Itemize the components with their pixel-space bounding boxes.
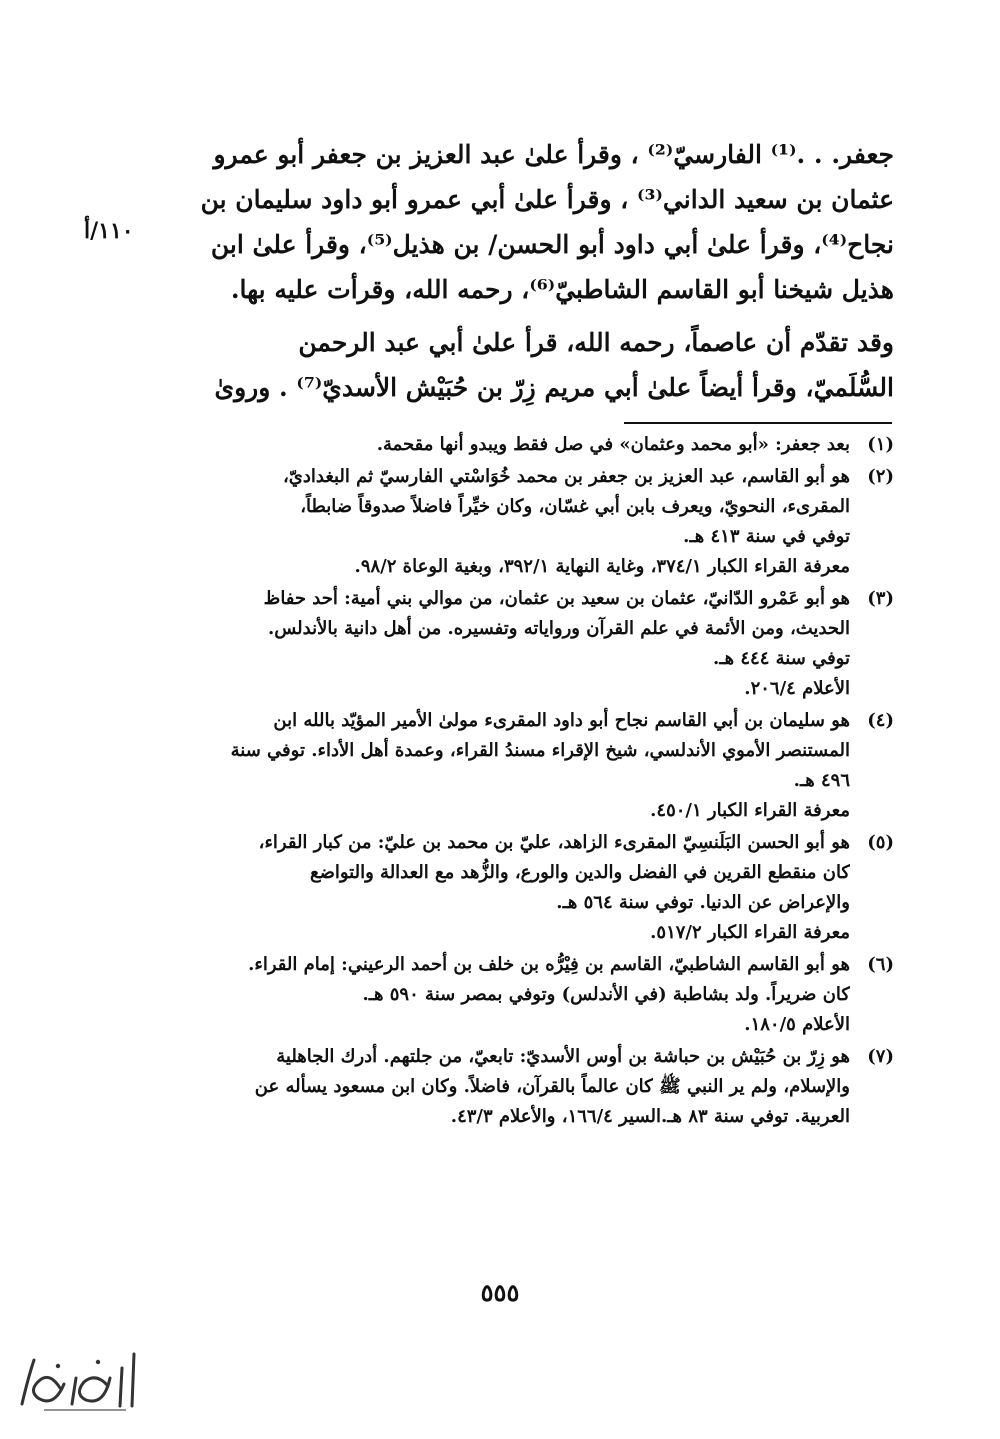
footnote-line: هو أبو الحسن البَلَنسِيّ المقرىء الزاهد، عليّ بن محمد بن عليّ: من كبار القراء، <box>258 832 850 853</box>
footnote-7 <box>186 1042 894 1132</box>
footnote-line: المستنصر الأموي الأندلسي، شيخ الإقراء مسندُ القراء، وعمدة أهل الأداء. توفي سنة <box>230 740 850 761</box>
footnote-5 <box>186 828 894 948</box>
footnote-line: المقرىء، النحويّ، ويعرف بابن أبي غسّان، وكان خيِّراً فاضلاً صدوقاً ضابطاً، <box>300 496 850 517</box>
calligraphy-stamp-logo <box>14 1348 144 1418</box>
paragraph-1 <box>182 132 894 312</box>
footnote-number: (٧) <box>867 1046 894 1067</box>
footnote-line: توفي سنة ٤٤٤ هـ. <box>713 648 850 669</box>
footnote-line: توفي في سنة ٤١٣ هـ. <box>683 526 850 547</box>
footnote-number: (٥) <box>867 832 894 853</box>
footnote-line: هو أبو القاسم الشاطبيّ، القاسم بن فِيْرُّه بن خلف بن أحمد الرعيني: إمام القراء. <box>248 954 850 975</box>
paragraph-2 <box>182 320 894 410</box>
footnote-2 <box>186 462 894 582</box>
footnote-line: الحديث، ومن الأئمة في علم القرآن ورواياته وتفسيره. من أهل دانية بالأندلس. <box>267 618 850 639</box>
footnote-line: هو زِرّ بن حُبَيْش بن حباشة بن أوس الأسديّ: تابعيّ، من جلتهم. أدرك الجاهلية <box>276 1046 850 1067</box>
footnote-number: (١) <box>867 434 894 455</box>
footnote-line: كان ضريراً. ولد بشاطبة (في الأندلس) وتوفي بمصر سنة ٥٩٠ هـ. <box>362 984 850 1005</box>
footnote-line: ٤٩٦ هـ. <box>793 770 850 791</box>
page-number: ٥٥٥ <box>480 1278 520 1307</box>
footnote-line: العربية. توفي سنة ٨٣ هـ.السير ١٦٦/٤، والأعلام ٤٣/٣. <box>450 1106 850 1127</box>
footnote-line: والإسلام، ولم ير النبي ﷺ كان عالماً بالقرآن، فاضلاً. وكان ابن مسعود يسأله عن <box>254 1076 850 1097</box>
footnote-line: معرفة القراء الكبار ٣٧٤/١، وغاية النهاية ٣٩٢/١، وبغية الوعاة ٩٨/٢. <box>354 556 850 577</box>
footnote-4 <box>186 706 894 826</box>
footnote-line: معرفة القراء الكبار ٤٥٠/١. <box>650 800 850 821</box>
footnote-line: والإعراض عن الدنيا. توفي سنة ٥٦٤ هـ. <box>556 892 850 913</box>
text-line: السُّلَميّ، وقرأ أيضاً علىٰ أبي مريم زِرّ بن حُبَيْش الأسديّ⁽⁷⁾ . وروىٰ <box>214 373 894 402</box>
footnote-3 <box>186 584 894 704</box>
footnote-line: كان منقطع القرين في الفضل والدين والورع، والزُّهد مع العدالة والتواضع <box>310 862 850 883</box>
footnotes <box>186 430 894 1132</box>
text-line: هذيل شيخنا أبو القاسم الشاطبيّ⁽⁶⁾، رحمه الله، وقرأت عليه بها. <box>230 275 894 304</box>
footnote-line: هو أبو القاسم، عبد العزيز بن جعفر بن محمد خُوَاسْتي الفارسيّ ثم البغداديّ، <box>282 466 850 487</box>
footnote-line: هو أبو عَمْرو الدّانيّ، عثمان بن سعيد بن عثمان، من موالي بني أمية: أحد حفاظ <box>263 588 850 609</box>
main-text <box>182 132 894 410</box>
footnote-number: (٤) <box>867 710 894 731</box>
footnote-number: (٢) <box>867 466 894 487</box>
text-line: نجاح⁽⁴⁾، وقرأ علىٰ أبي داود أبو الحسن/ بن هذيل⁽⁵⁾، وقرأ علىٰ ابن <box>210 230 894 259</box>
footnote-6 <box>186 950 894 1040</box>
text-line: عثمان بن سعيد الداني⁽³⁾ ، وقرأ علىٰ أبي عمرو أبو داود سليمان بن <box>200 185 894 214</box>
footnote-line: هو سليمان بن أبي القاسم نجاح أبو داود المقرىء مولىٰ الأمير المؤيّد بالله ابن <box>273 710 850 731</box>
footnote-separator <box>624 422 892 424</box>
footnote-line: بعد جعفر: «أبو محمد وعثمان» في صل فقط ويبدو أنها مقحمة. <box>376 434 850 455</box>
footnote-1 <box>186 430 894 460</box>
margin-folio-note: ١١٠/أ <box>84 218 134 244</box>
footnote-line: الأعلام ٢٠٦/٤. <box>744 678 850 699</box>
footnote-number: (٦) <box>867 954 894 975</box>
text-line: جعفر. . .⁽¹⁾ الفارسيّ⁽²⁾ ، وقرأ علىٰ عبد العزيز بن جعفر أبو عمرو <box>213 140 894 169</box>
footnote-number: (٣) <box>867 588 894 609</box>
footnote-line: الأعلام ١٨٠/٥. <box>744 1014 850 1035</box>
footnote-line: معرفة القراء الكبار ٥١٧/٢. <box>650 922 850 943</box>
text-line: وقد تقدّم أن عاصماً، رحمه الله، قرأ علىٰ أبي عبد الرحمن <box>298 328 894 357</box>
